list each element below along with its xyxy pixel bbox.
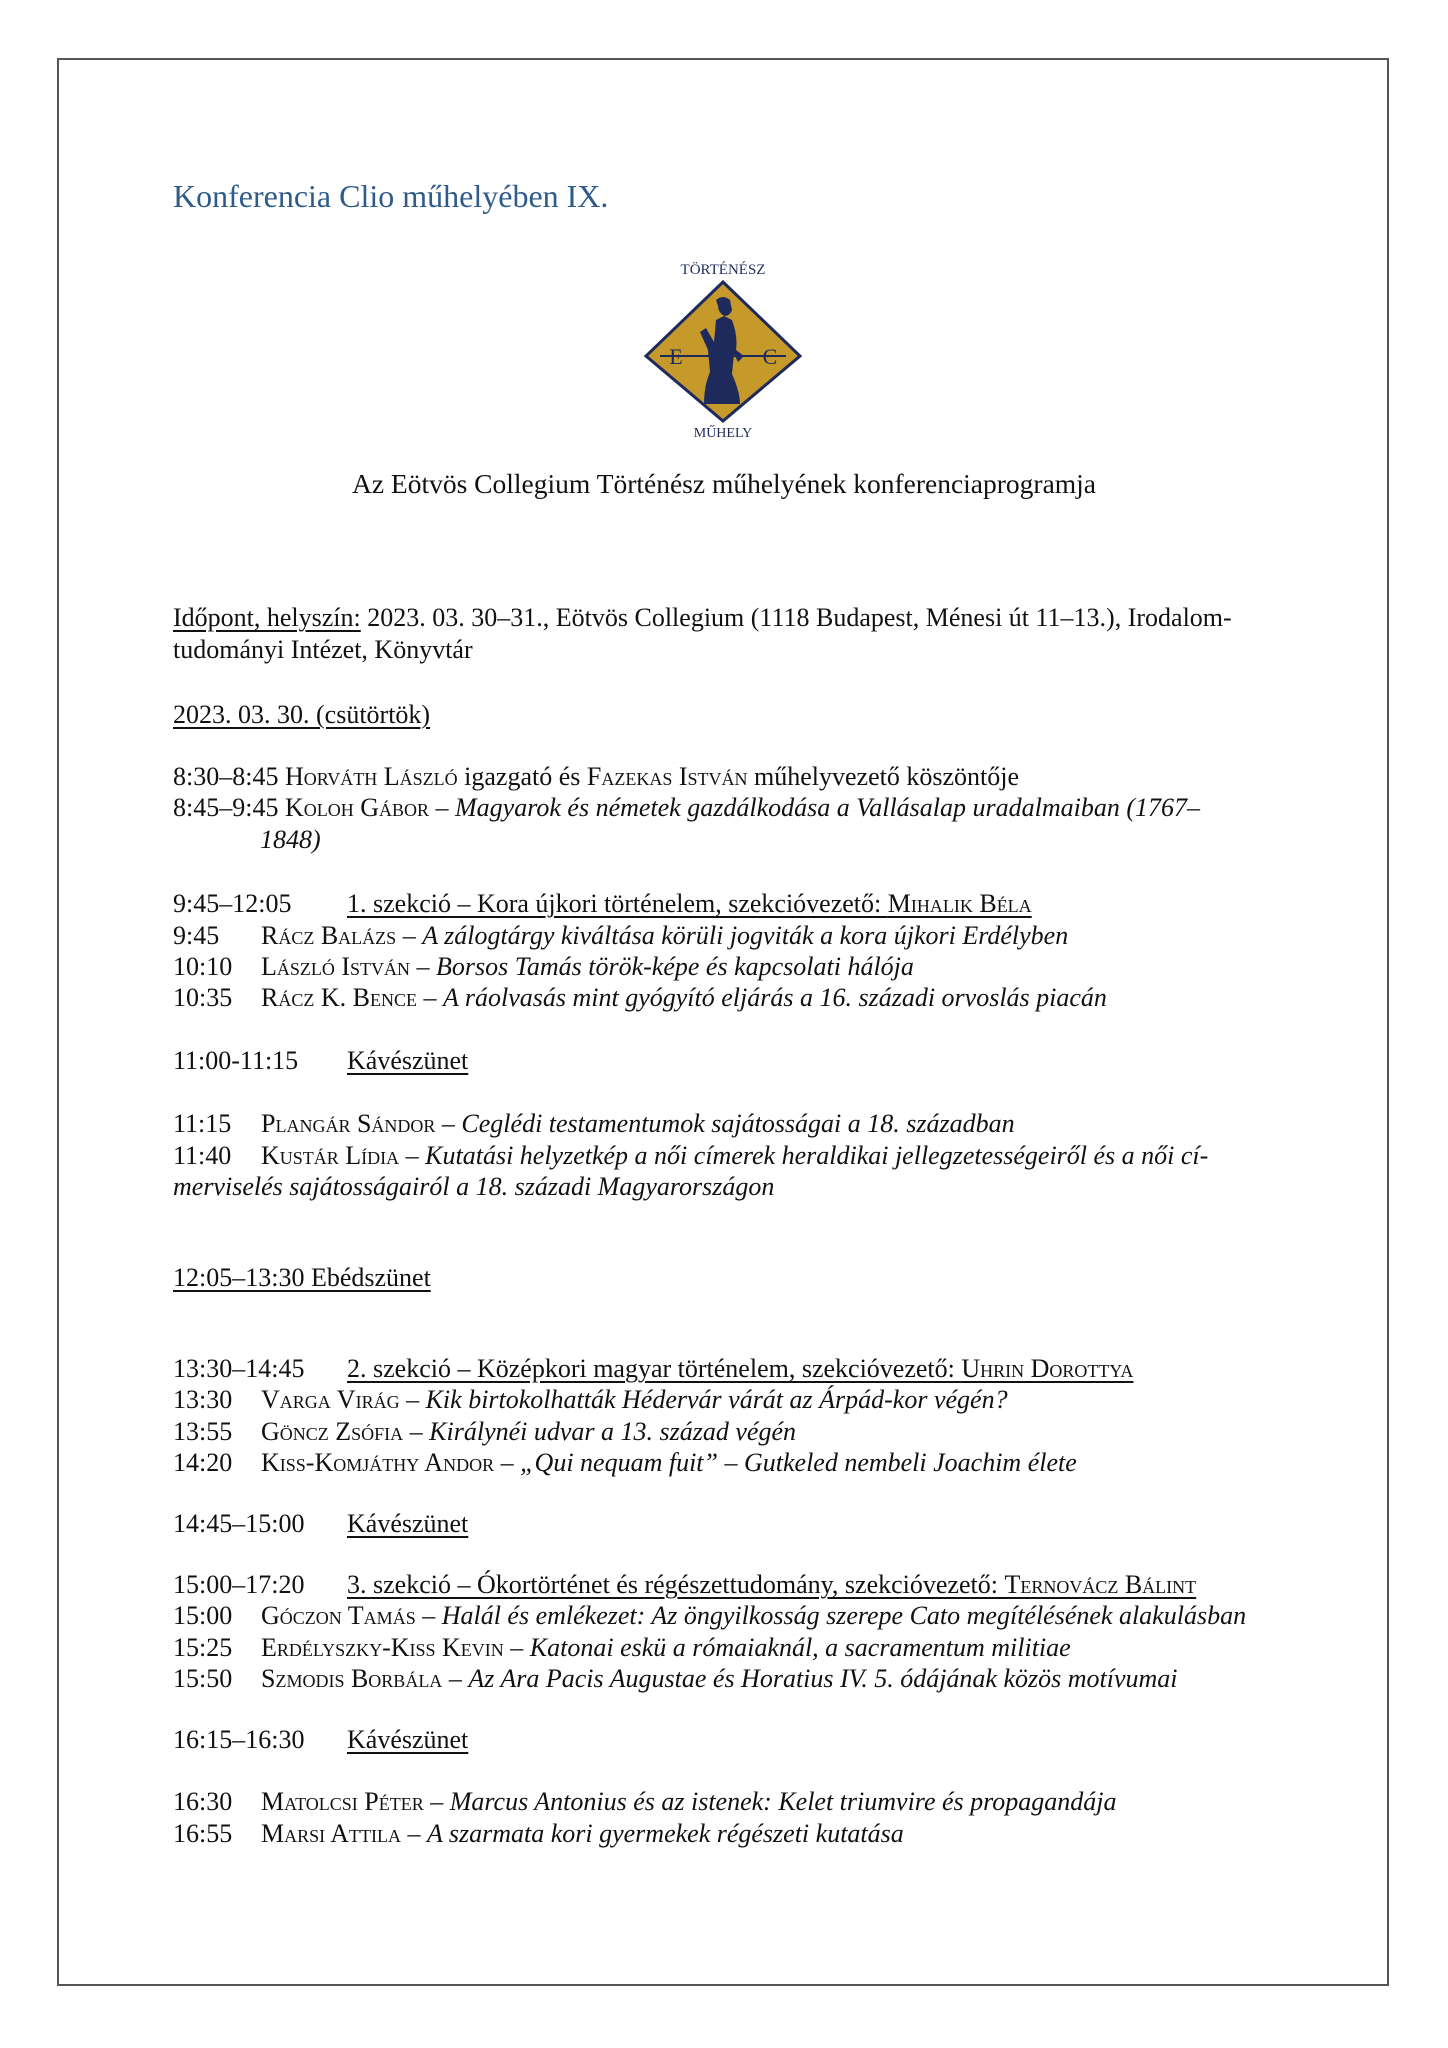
talk-row: 14:20 Kiss-Komjáthy Andor – „Qui nequam fuit” – Gutkeled nembeli Joachim élete [173, 1448, 1077, 1477]
opening-line-1: 8:30–8:45 Horváth László igazgató és Fazekas István műhelyvezető köszöntője [173, 762, 1020, 791]
talk-row: 10:10 László István – Borsos Tamás török-képe és kapcsolati hálója [173, 952, 914, 981]
talk-title: Kik birtokolhatták Hédervár várát az Árpád-kor végén? [425, 1385, 1008, 1414]
chair-name: Uhrin Dorottya [961, 1354, 1134, 1383]
tortenesz-muhely-logo [630, 258, 816, 440]
speaker-name: Göncz Zsófia [261, 1417, 404, 1446]
speaker-name: Erdélyszky-Kiss Kevin [261, 1633, 504, 1662]
day-heading: 2023. 03. 30. (csütörtök) [173, 700, 431, 729]
coffee-break-1: 11:00-11:15 Kávészünet [173, 1046, 469, 1075]
opening-line-2: 8:45–9:45 Koloh Gábor – Magyarok és németek gazdálkodása a Vallásalap uradalmaiban (1767– [173, 793, 1201, 822]
session-3-heading: 15:00–17:20 3. szekció – Ókortörténet és régészettudomány, szekcióvezető: Ternovácz Bálint [173, 1570, 1197, 1599]
logo-letter-c: C [762, 344, 778, 369]
speaker-name: Fazekas István [586, 762, 748, 791]
logo-bottom-text: MŰHELY [693, 426, 753, 440]
talk-title: Ceglédi testamentumok sajátosságai a 18. században [461, 1109, 1015, 1138]
talk-row: 15:50 Szmodis Borbála – Az Ara Pacis Augustae és Horatius IV. 5. ódájának közös motívumai [173, 1664, 1178, 1693]
speaker-name: Matolcsi Péter [261, 1787, 424, 1816]
speaker-name: Góczon Tamás [261, 1601, 416, 1630]
page-title: Konferencia Clio műhelyében IX. [173, 178, 609, 214]
talk-title: „Qui nequam fuit” – Gutkeled nembeli Joachim élete [520, 1448, 1077, 1477]
lunch-break: 12:05–13:30 Ebédszünet [173, 1263, 431, 1292]
talk-row: 15:00 Góczon Tamás – Halál és emlékezet: Az öngyilkosság szerepe Cato megítélésének alakulásban [173, 1601, 1247, 1630]
talk-row: 13:30 Varga Virág – Kik birtokolhatták Hédervár várát az Árpád-kor végén? [173, 1385, 1008, 1414]
talk-title: A ráolvasás mint gyógyító eljárás a 16. századi orvoslás piacán [442, 983, 1107, 1012]
talk-title: A szarmata kori gyermekek régészeti kutatása [426, 1819, 904, 1848]
speaker-name: Marsi Attila [261, 1819, 401, 1848]
speaker-name: Szmodis Borbála [261, 1664, 443, 1693]
talk-row: 11:40 Kustár Lídia – Kutatási helyzetkép a női címerek heraldikai jellegzetességeiről és a női cí- [173, 1141, 1209, 1170]
speaker-name: Plangár Sándor [261, 1109, 436, 1138]
talk-title: Halál és emlékezet: Az öngyilkosság szerepe Cato megítélésének alakulásban [441, 1601, 1247, 1630]
talk-row: 15:25 Erdélyszky-Kiss Kevin – Katonai eskü a rómaiaknál, a sacramentum militiae [173, 1633, 1071, 1662]
talk-row: 13:55 Göncz Zsófia – Királynéi udvar a 13. század végén [173, 1417, 797, 1446]
info-text: 2023. 03. 30–31., Eötvös Collegium (1118 Budapest, Ménesi út 11–13.), Irodalom- [360, 603, 1232, 632]
talk-title: Az Ara Pacis Augustae és Horatius IV. 5. ódájának közös motívumai [468, 1664, 1178, 1693]
talk-title: Katonai eskü a rómaiaknál, a sacramentum militiae [529, 1633, 1071, 1662]
logo-letter-e: E [669, 344, 683, 369]
speaker-name: László István [261, 952, 411, 981]
coffee-break-3: 16:15–16:30 Kávészünet [173, 1725, 469, 1754]
talk-row: 16:30 Matolcsi Péter – Marcus Antonius és az istenek: Kelet triumvire és propagandája [173, 1787, 1117, 1816]
speaker-name: Rácz Balázs [261, 921, 397, 950]
speaker-name: Rácz K. Bence [261, 983, 417, 1012]
talk-row-cont: merviselés sajátosságairól a 18. századi Magyarországon [173, 1172, 775, 1201]
logo-top-text: TÖRTÉNÉSZ [680, 262, 766, 278]
talk-title: Borsos Tamás török-képe és kapcsolati hálója [436, 952, 914, 981]
opening-line-2-cont: 1848) [260, 825, 321, 854]
talk-row: 9:45 Rácz Balázs – A zálogtárgy kiváltása körüli jogviták a kora újkori Erdélyben [173, 921, 1069, 950]
speaker-name: Varga Virág [261, 1385, 400, 1414]
speaker-name: Kiss-Komjáthy Andor [261, 1448, 495, 1477]
talk-title: A zálogtárgy kiváltása körüli jogviták a kora újkori Erdélyben [422, 921, 1069, 950]
info-line [173, 602, 1232, 634]
coffee-break-2: 14:45–15:00 Kávészünet [173, 1509, 469, 1538]
chair-name: Ternovácz Bálint [1004, 1570, 1197, 1599]
talk-row: 11:15 Plangár Sándor – Ceglédi testamentumok sajátosságai a 18. században [173, 1109, 1015, 1138]
subtitle: Az Eötvös Collegium Történész műhelyének konferenciaprogramja [351, 468, 1097, 499]
talk-row: 10:35 Rácz K. Bence – A ráolvasás mint gyógyító eljárás a 16. századi orvoslás piacán [173, 983, 1107, 1012]
talk-row: 16:55 Marsi Attila – A szarmata kori gyermekek régészeti kutatása [173, 1819, 904, 1848]
speaker-name: Kustár Lídia [261, 1141, 400, 1170]
session-2-heading: 13:30–14:45 2. szekció – Középkori magyar történelem, szekcióvezető: Uhrin Dorottya [173, 1354, 1134, 1383]
session-1-heading: 9:45–12:05 1. szekció – Kora újkori történelem, szekcióvezető: Mihalik Béla [173, 889, 1032, 918]
talk-title: Magyarok és németek gazdálkodása a Vallásalap uradalmaiban (1767– [455, 793, 1201, 822]
speaker-name: Horváth László [284, 762, 458, 791]
talk-title: Marcus Antonius és az istenek: Kelet triumvire és propagandája [449, 1787, 1117, 1816]
info-label: Időpont, helyszín: [173, 603, 361, 632]
chair-name: Mihalik Béla [887, 889, 1032, 918]
talk-title: Királynéi udvar a 13. század végén [429, 1417, 797, 1446]
speaker-name: Koloh Gábor [284, 793, 430, 822]
info-line-2: tudományi Intézet, Könyvtár [173, 635, 473, 664]
talk-title: Kutatási helyzetkép a női címerek heraldikai jellegzetességeiről és a női cí- [425, 1141, 1209, 1170]
